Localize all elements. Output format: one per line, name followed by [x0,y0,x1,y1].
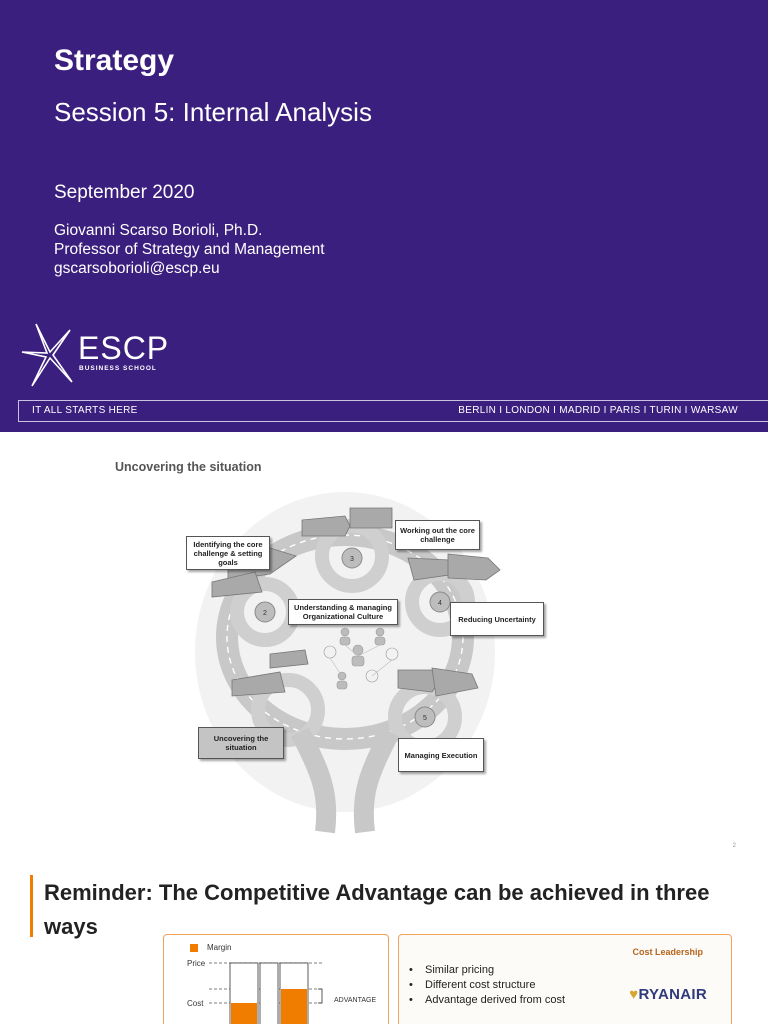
cost-leadership-title: Cost Leadership [632,947,703,957]
star-logo-icon [20,320,80,390]
roadmap-slide [0,432,768,864]
label-managing-execution: Managing Execution [398,738,484,772]
author-name: Giovanni Scarso Borioli, Ph.D. [54,222,263,239]
bullet-item: • Different cost structure [409,978,565,993]
bullet-item: • Advantage derived from cost [409,993,565,1008]
ryanair-wordmark: RYANAIR [638,986,707,1003]
author-email: gscarsoborioli@escp.eu [54,260,220,277]
margin-chart-box [163,934,389,1024]
author-block [54,221,325,278]
bullet-item: • Similar pricing [409,963,565,978]
slide-heading: Reminder: The Competitive Advantage can be achieved in three ways [44,880,710,939]
logo-subtitle: BUSINESS SCHOOL [79,365,157,372]
label-understanding-culture: Understanding & managing Organizational Culture [288,599,398,625]
logo-wordmark: ESCP [78,330,170,366]
heading-accent-bar [30,875,33,937]
harp-icon: ♥ [629,986,639,1003]
ryanair-logo [629,986,707,1003]
advantage-label: ADVANTAGE [334,997,377,1004]
station-label: 5 [423,715,427,722]
label-identifying-core-challenge: Identifying the core challenge & setting goals [186,536,270,570]
competitive-advantage-slide [0,864,768,1024]
cost-leadership-box [398,934,732,1024]
page-number: 2 [732,843,736,849]
station-label: 2 [263,610,267,617]
cost-label: Cost [187,999,204,1008]
station-label: 4 [438,600,442,607]
bar-gap [260,963,278,1024]
slide-subtitle: Session 5: Internal Analysis [54,97,372,127]
label-reducing-uncertainty: Reducing Uncertainty [450,602,544,636]
label-uncovering-situation: Uncovering the situation [198,727,284,759]
roadmap-diagram [0,432,768,864]
title-slide [0,0,768,432]
cost-leadership-bullets [409,963,565,1008]
margin-legend-label: Margin [207,943,232,952]
margin-fill-leader [281,989,307,1024]
margin-fill-competitor [231,1003,257,1024]
price-label: Price [187,959,206,968]
slide-date: September 2020 [54,182,195,203]
margin-bars [164,935,390,1024]
footer-tagline: IT ALL STARTS HERE [32,405,138,416]
slide-title: Strategy [54,44,175,77]
author-title: Professor of Strategy and Management [54,241,325,258]
slide-heading: Uncovering the situation [115,460,262,474]
footer-cities: BERLIN I LONDON I MADRID I PARIS I TURIN I WARSAW [458,405,738,416]
label-working-out-core-challenge: Working out the core challenge [395,520,480,550]
escp-logo [20,320,180,390]
station-label: 3 [350,556,354,563]
